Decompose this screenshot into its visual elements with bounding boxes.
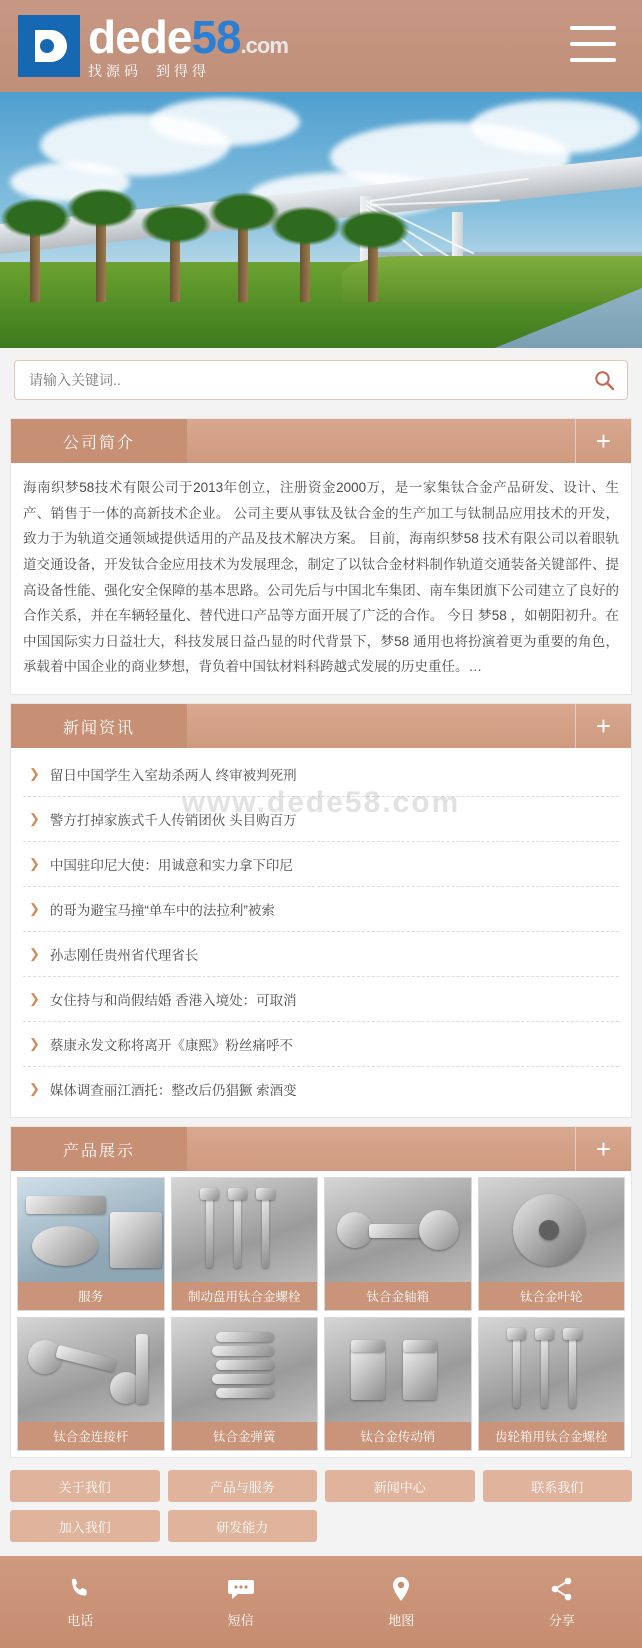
chevron-right-icon: ❯ [29, 946, 40, 962]
news-item-label: 媒体调查丽江酒托：整改后仍猖獗 索酒变 [50, 1079, 297, 1099]
hero-palm-tree [238, 218, 248, 302]
footer-label: 地图 [388, 1610, 414, 1629]
news-panel [10, 703, 632, 1118]
product-card[interactable] [17, 1177, 165, 1311]
logo-dotcom: .com [241, 33, 288, 58]
search-box[interactable] [14, 360, 628, 400]
logo-subtitle-left: 找源码 [88, 64, 142, 78]
product-caption: 制动盘用钛合金螺栓 [172, 1282, 318, 1310]
about-section-body [11, 463, 631, 694]
product-image [18, 1318, 164, 1422]
product-caption: 钛合金连接杆 [18, 1422, 164, 1450]
product-caption: 服务 [18, 1282, 164, 1310]
products-expand-button[interactable]: + [575, 1127, 631, 1171]
hamburger-menu-icon[interactable] [570, 26, 616, 62]
hero-cloud [150, 98, 300, 146]
chevron-right-icon: ❯ [29, 1036, 40, 1052]
news-expand-button[interactable]: + [575, 704, 631, 748]
logo-word-1: d [88, 11, 115, 63]
news-list [23, 752, 619, 1111]
logo-number: 58 [191, 11, 240, 63]
logo-subtitle-right: 到得得 [156, 64, 210, 78]
chevron-right-icon: ❯ [29, 856, 40, 872]
site-header [0, 0, 642, 92]
product-caption: 钛合金弹簧 [172, 1422, 318, 1450]
product-caption: 钛合金叶轮 [479, 1282, 625, 1310]
chevron-right-icon: ❯ [29, 766, 40, 782]
search-section [0, 348, 642, 410]
product-image [325, 1178, 471, 1282]
products-panel [10, 1126, 632, 1458]
footer-item-phone[interactable] [0, 1576, 161, 1629]
share-icon [549, 1576, 575, 1602]
product-image [479, 1318, 625, 1422]
quick-links [0, 1458, 642, 1556]
chevron-right-icon: ❯ [29, 991, 40, 1007]
footer-label: 电话 [67, 1610, 93, 1629]
search-input[interactable] [27, 371, 593, 389]
site-logo[interactable] [18, 14, 288, 78]
hero-palm-tree [300, 232, 310, 302]
hero-palm-tree [30, 224, 40, 302]
hamburger-line [570, 58, 616, 62]
footer-toolbar [0, 1556, 642, 1648]
logo-subtitle [88, 64, 288, 78]
product-image [172, 1178, 318, 1282]
product-card[interactable] [324, 1177, 472, 1311]
about-section-header [11, 419, 631, 463]
news-item-label: 女住持与和尚假结婚 香港入境处：可取消 [50, 989, 297, 1009]
quick-link-news-center[interactable]: 新闻中心 [325, 1470, 475, 1502]
about-expand-button[interactable]: + [575, 419, 631, 463]
news-item-label: 孙志刚任贵州省代理省长 [50, 944, 199, 964]
list-item[interactable] [23, 797, 619, 842]
logo-word-2: ede [115, 11, 191, 63]
news-item-label: 警方打掉家族式千人传销团伙 头目购百万 [50, 809, 297, 829]
list-item[interactable] [23, 932, 619, 977]
chevron-right-icon: ❯ [29, 901, 40, 917]
list-item[interactable] [23, 1067, 619, 1111]
footer-label: 分享 [549, 1610, 575, 1629]
product-card[interactable] [17, 1317, 165, 1451]
news-item-label: 蔡康永发文称将离开《康熙》粉丝痛呼不 [50, 1034, 293, 1054]
footer-label: 短信 [228, 1610, 254, 1629]
product-card[interactable] [171, 1177, 319, 1311]
quick-link-products-services[interactable]: 产品与服务 [168, 1470, 318, 1502]
quick-link-join-us[interactable]: 加入我们 [10, 1510, 160, 1542]
phone-icon [67, 1576, 93, 1602]
list-item[interactable] [23, 752, 619, 797]
products-grid [11, 1171, 631, 1457]
product-image [479, 1178, 625, 1282]
footer-item-message[interactable] [161, 1576, 322, 1629]
hero-bank [342, 256, 642, 302]
chevron-right-icon: ❯ [29, 811, 40, 827]
hero-palm-tree [96, 214, 106, 302]
hamburger-line [570, 42, 616, 46]
hamburger-line [570, 26, 616, 30]
news-item-label: 的哥为避宝马撞“单车中的法拉利”被索 [50, 899, 275, 919]
logo-wordmark [88, 14, 288, 60]
product-image [18, 1178, 164, 1282]
quick-link-contact[interactable]: 联系我们 [483, 1470, 633, 1502]
hero-palm-tree [170, 230, 180, 302]
hero-palm-tree [368, 236, 378, 302]
news-section-header [11, 704, 631, 748]
products-section-title: 产品展示 [11, 1127, 187, 1171]
list-item[interactable] [23, 887, 619, 932]
search-icon[interactable] [593, 369, 615, 391]
about-section-title: 公司简介 [11, 419, 187, 463]
footer-item-share[interactable] [482, 1576, 642, 1629]
message-icon [227, 1576, 255, 1602]
product-card[interactable] [171, 1317, 319, 1451]
quick-link-about[interactable]: 关于我们 [10, 1470, 160, 1502]
product-caption: 钛合金轴箱 [325, 1282, 471, 1310]
about-panel [10, 418, 632, 695]
product-caption: 钛合金传动销 [325, 1422, 471, 1450]
product-image [172, 1318, 318, 1422]
hero-cloud [470, 100, 640, 154]
logo-glyph-icon [18, 15, 80, 77]
watermark-text: www.dede58.com [11, 786, 631, 820]
product-card[interactable] [478, 1177, 626, 1311]
list-item[interactable] [23, 842, 619, 887]
product-card[interactable] [478, 1317, 626, 1451]
map-pin-icon [389, 1576, 413, 1602]
product-card[interactable] [324, 1317, 472, 1451]
footer-item-map[interactable] [321, 1576, 482, 1629]
list-item[interactable] [23, 1022, 619, 1067]
news-section-body [11, 748, 631, 1117]
chevron-right-icon: ❯ [29, 1081, 40, 1097]
news-item-label: 留日中国学生入室劫杀两人 终审被判死刑 [50, 764, 297, 784]
news-item-label: 中国驻印尼大使：用诚意和实力拿下印尼 [50, 854, 293, 874]
products-section-header [11, 1127, 631, 1171]
hero-banner-image [0, 92, 642, 348]
product-caption: 齿轮箱用钛合金螺栓 [479, 1422, 625, 1450]
quick-link-rnd[interactable]: 研发能力 [168, 1510, 318, 1542]
product-image [325, 1318, 471, 1422]
news-section-title: 新闻资讯 [11, 704, 187, 748]
about-text: 海南织梦58技术有限公司于2013年创立，注册资金2000万，是一家集钛合金产品研发、设计、生产、销售于一体的高新技术企业。 公司主要从事钛及钛合金的生产加工与钛制品应用技术的开发，致力于为轨道交通领域提供适用的产品及技术解决方案。 目前，海南织梦58 技术有限公司以着眼轨道交通设备，开发钛合金应用技术为发展理念，制定了以钛合金材料制作轨道交通装备关键部件、提高设备性能、强化安全保障的基本思路。公司先后与中国北车集团、南车集团旗下公司建立了良好的合作关系，并在车辆轻量化、替代进口产品等方面开展了广泛的合作。 今日 梦58 ，如朝阳初升。在中国国际实力日益壮大，科技发展日益凸显的时代背景下，梦58 通用也将扮演着更为重要的角色，承载着中国企业的商业梦想，背负着中国钛材料科跨越式发展的历史重任。… [23, 475, 619, 680]
list-item[interactable] [23, 977, 619, 1022]
